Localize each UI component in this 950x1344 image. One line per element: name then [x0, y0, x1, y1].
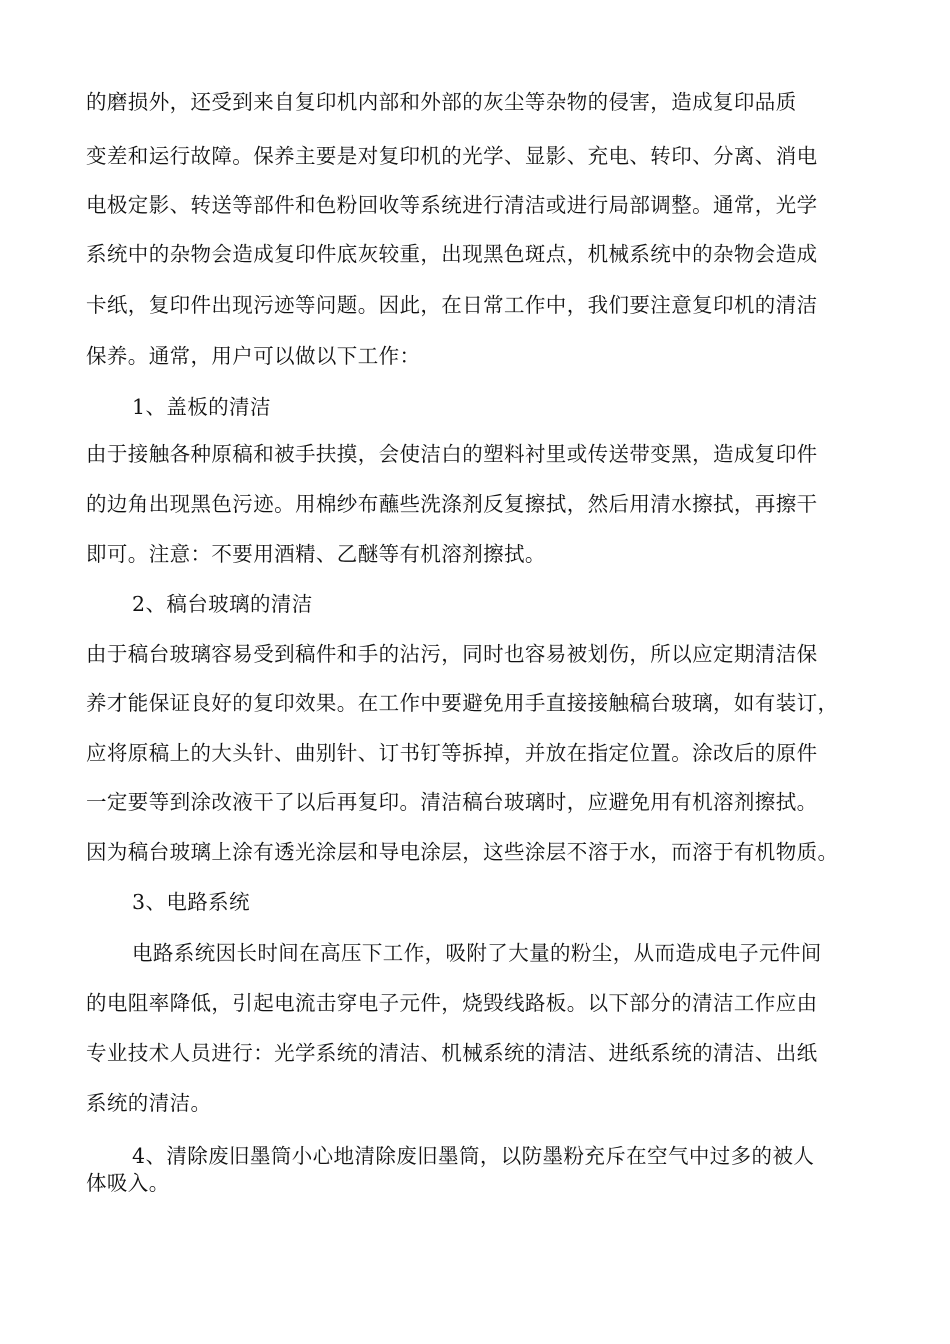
section-heading-4: 4、清除废旧墨筒小心地清除废旧墨筒，以防墨粉充斥在空气中过多的被人 — [132, 1144, 815, 1168]
section-heading-1: 1、盖板的清洁 — [132, 395, 271, 419]
body-text-line: 专业技术人员进行：光学系统的清洁、机械系统的清洁、进纸系统的清洁、出纸 — [86, 1041, 818, 1065]
body-text-line: 由于接触各种原稿和被手扶摸，会使洁白的塑料衬里或传送带变黑，造成复印件 — [86, 442, 818, 466]
body-text-line: 系统的清洁。 — [86, 1091, 212, 1115]
body-text-line: 养才能保证良好的复印效果。在工作中要避免用手直接接触稿台玻璃，如有装订， — [86, 691, 839, 715]
body-text-line: 由于稿台玻璃容易受到稿件和手的沾污，同时也容易被划伤，所以应定期清洁保 — [86, 642, 818, 666]
body-text-line: 的电阻率降低，引起电流击穿电子元件，烧毁线路板。以下部分的清洁工作应由 — [86, 991, 818, 1015]
body-text-line: 应将原稿上的大头针、曲别针、订书钉等拆掉，并放在指定位置。涂改后的原件 — [86, 741, 818, 765]
section-heading-3: 3、电路系统 — [132, 890, 250, 914]
body-text-line: 保养。通常，用户可以做以下工作： — [86, 344, 421, 368]
body-text-line: 体吸入。 — [86, 1171, 170, 1195]
body-text-line: 卡纸，复印件出现污迹等问题。因此，在日常工作中，我们要注意复印机的清洁 — [86, 293, 818, 317]
body-text-line: 的边角出现黑色污迹。用棉纱布蘸些洗涤剂反复擦拭，然后用清水擦拭，再擦干 — [86, 492, 818, 516]
body-text-line: 电极定影、转送等部件和色粉回收等系统进行清洁或进行局部调整。通常，光学 — [86, 193, 818, 217]
section-heading-2: 2、稿台玻璃的清洁 — [132, 592, 313, 616]
body-text-line: 即可。注意：不要用酒精、乙醚等有机溶剂擦拭。 — [86, 542, 546, 566]
body-text-line: 一定要等到涂改液干了以后再复印。清洁稿台玻璃时，应避免用有机溶剂擦拭。 — [86, 790, 818, 814]
body-text-line: 系统中的杂物会造成复印件底灰较重，出现黑色斑点，机械系统中的杂物会造成 — [86, 242, 818, 266]
body-text-line: 电路系统因长时间在高压下工作，吸附了大量的粉尘，从而造成电子元件间 — [132, 941, 822, 965]
body-text-line: 变差和运行故障。保养主要是对复印机的光学、显影、充电、转印、分离、消电 — [86, 144, 818, 168]
body-text-line: 的磨损外，还受到来自复印机内部和外部的灰尘等杂物的侵害，造成复印品质 — [86, 90, 797, 114]
body-text-line: 因为稿台玻璃上涂有透光涂层和导电涂层，这些涂层不溶于水，而溶于有机物质。 — [86, 840, 839, 864]
